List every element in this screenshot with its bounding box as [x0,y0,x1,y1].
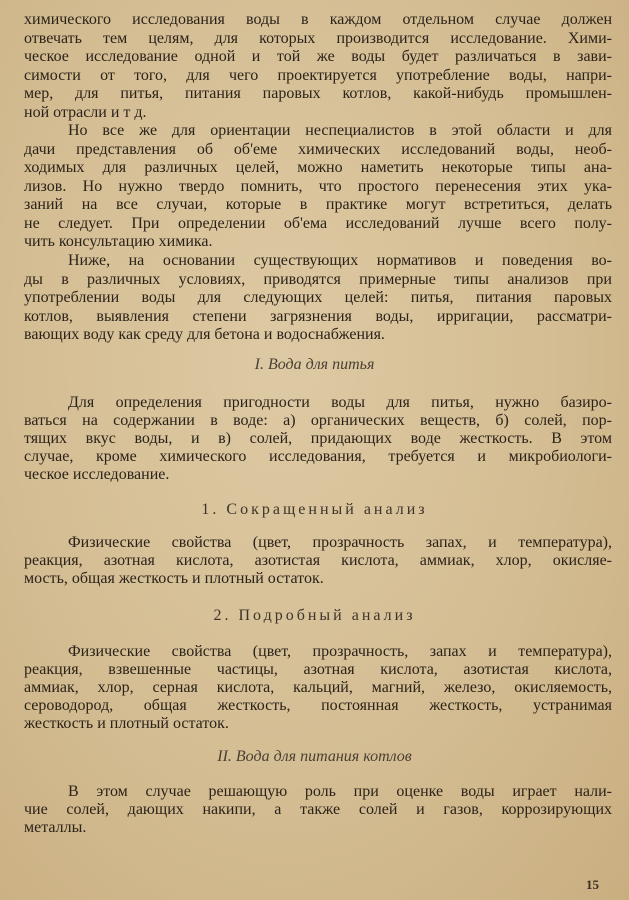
text-line: вающих воду как среду для бетона и водоснабжения. [24,326,385,343]
text-line: лизов. Но нужно твердо помнить, что простого перенесения этих ука- [24,177,612,195]
text-line: жесткость и плотный остаток. [24,715,229,732]
text-line: реакция, азотная кислота, азотистая кислота, аммиак, хлор, окисляе- [24,552,612,569]
text-line: ды в различных условиях, приводятся примерные типы анализов при [24,270,612,288]
text-line: ной отрасли и т д. [24,103,147,121]
paragraph-short-analysis [24,534,612,588]
text-line: В этом случае решающую роль при оценке воды играет нали- [68,783,612,800]
text-line: химического исследования воды в каждом отдельном случае должен [24,11,612,28]
paragraph-analysis-types [24,252,612,345]
text-line: ваться на содержании в воде: а) органических веществ, б) солей, пор- [24,412,612,429]
text-line: сероводород, общая жесткость, постоянная жесткость, устранимая [24,697,612,714]
text-line: случае, кроме химического исследования, требуется и микробиологи- [24,448,612,465]
text-line: отвечать тем целям, для которых производится исследование. Хими- [24,29,612,47]
section-heading-short-analysis: 1. Сокращенный анализ [201,501,428,518]
text-line: аммиак, хлор, серная кислота, кальций, магний, железо, окисляемость, [24,679,612,696]
text-line: дачи представления об об'еме химических исследований воды, необ- [24,140,612,158]
text-line: Физические свойства (цвет, прозрачность запах, и температура), [68,534,612,551]
text-line: реакция, взвешенные частицы, азотная кислота, азотистая кислота, [24,661,612,678]
paragraph-intro-continued [24,11,612,122]
part-heading-boiler-water: II. Вода для питания котлов [217,748,412,765]
section-heading-detailed-analysis: 2. Подробный анализ [213,607,416,624]
text-line: котлов, выявления степени загрязнения воды, ирригации, рассматри- [24,307,612,325]
text-line: Физические свойства (цвет, прозрачность, запах и температура), [68,643,612,660]
text-line: чие солей, дающих накипи, а также солей и газов, коррозирующих [24,801,612,818]
paragraph-boiler-water [24,783,612,837]
text-line: заний на все случаи, которые в практике могут встретиться, делать [24,196,612,213]
text-line: не следует. При определении об'ема исследований лучше всего полу- [24,214,612,232]
text-line: ческое исследование одной и той же воды будет различаться в зави- [24,48,612,65]
text-line: Ниже, на основании существующих нормативов и поведения во- [68,252,612,269]
paragraph-detailed-analysis [24,643,612,733]
part-heading-drinking-water: I. Вода для питья [254,356,375,373]
text-line: употреблении воды для следующих целей: питья, питания паровых [24,289,612,306]
text-line: ходимых для различных целей, можно наметить некоторые типы ана- [24,159,612,176]
text-line: симости от того, для чего проектируется употребление воды, напри- [24,66,612,84]
paragraph-orientation [24,122,612,252]
text-line: ческое исследование. [24,466,170,483]
text-line: Для определения пригодности воды для питья, нужно базиро- [68,394,612,411]
text-line: чить консультацию химика. [24,233,213,250]
paragraph-drinking-water [24,394,612,484]
text-line: мость, общая жесткость и плотный остаток. [24,570,324,587]
text-line: тящих вкус воды, и в) солей, придающих воде жесткость. В этом [24,430,612,447]
text-line: Но все же для ориентации неспециалистов в этой области и для [68,122,612,139]
page-number: 15 [586,877,599,892]
text-line: металлы. [24,819,87,836]
text-line: мер, для питья, питания паровых котлов, какой-нибудь промышлен- [24,85,612,102]
